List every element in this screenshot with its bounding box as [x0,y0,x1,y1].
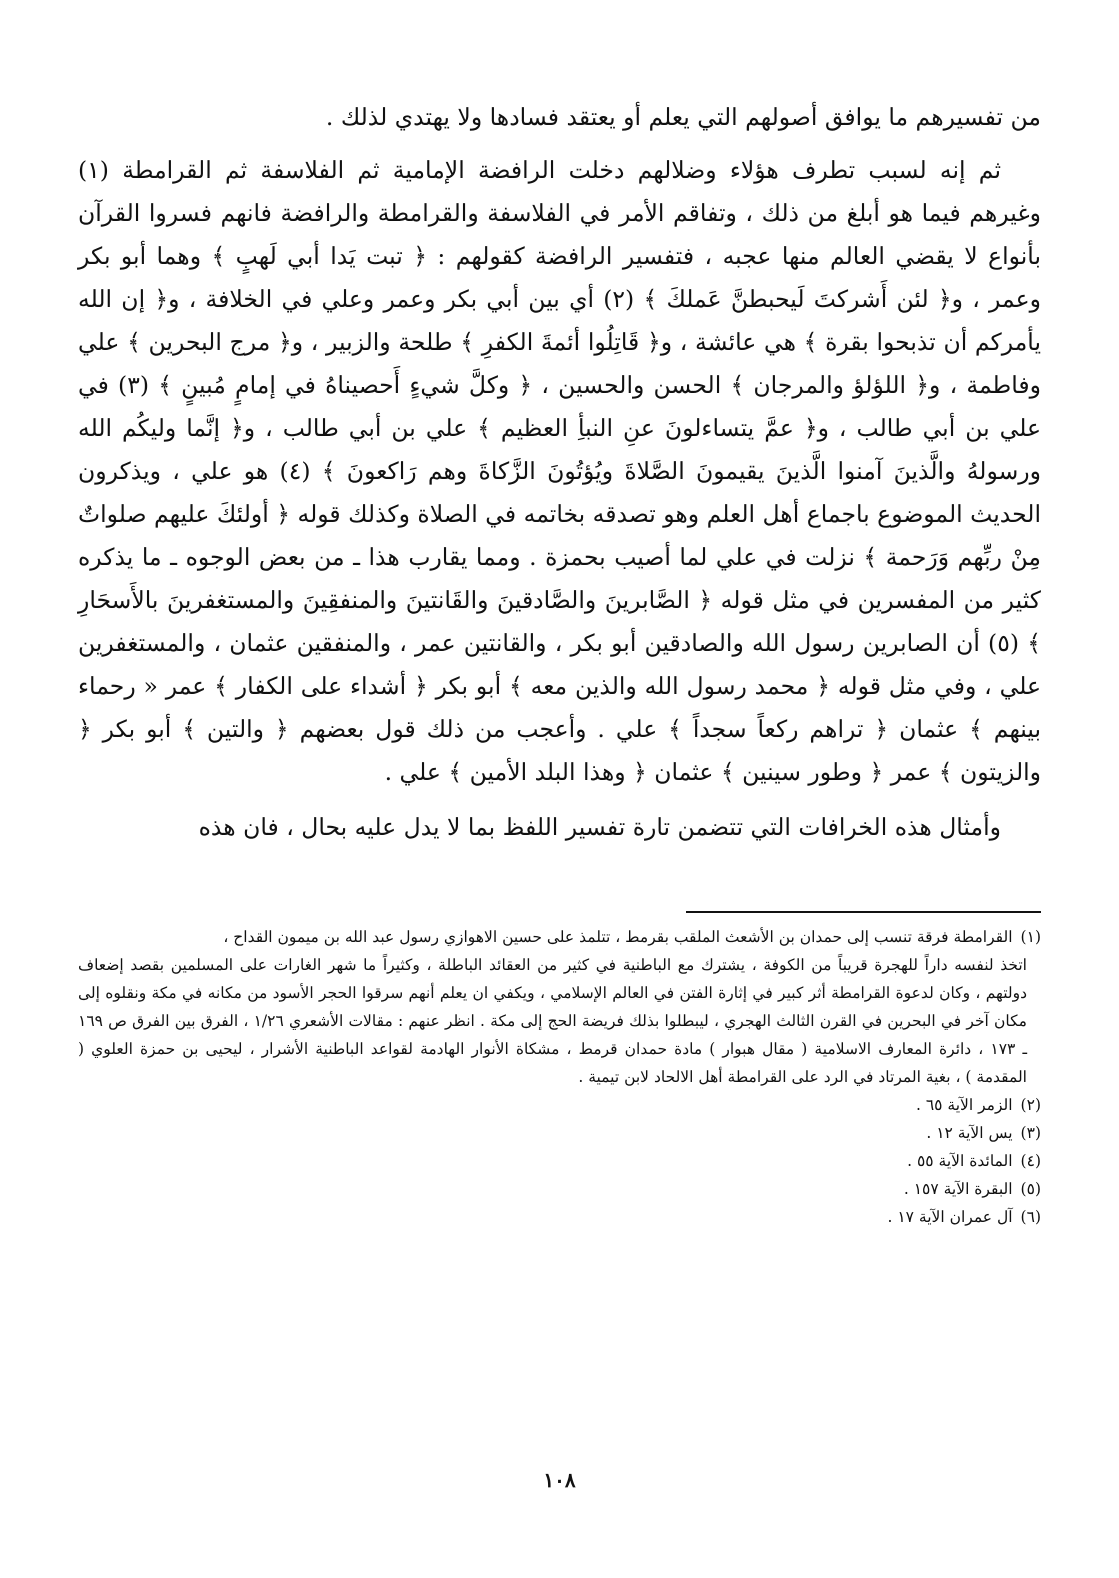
footnote-1 [78,923,1041,951]
footnote-number: (٤) [1020,1152,1041,1170]
footnote-number: (٥) [1020,1180,1041,1198]
footnote-6 [78,1203,1041,1231]
footnote-5 [78,1175,1041,1203]
page-number: ١٠٨ [543,1468,576,1492]
paragraph-2: ثم إنه لسبب تطرف هؤلاء وضلالهم دخلت الرافضة الإمامية ثم الفلاسفة ثم القرامطة (١) وغيرهم فيما هو أبلغ من ذلك ، وتفاقم الأمر في الفلاسفة والقرامطة والرافضة فانهم فسروا القرآن بأنواع لا يقضي العالم منها عجبه ، فتفسير الرافضة كقولهم : ﴿ تبت يَدا أبي لَهبٍ ﴾ وهما أبو بكر وعمر ، و﴿ لئن أَشركتَ لَيحبطنَّ عَملكَ ﴾ (٢) أي بين أبي بكر وعمر وعلي في الخلافة ، و﴿ إن الله يأمركم أن تذبحوا بقرة ﴾ هي عائشة ، و﴿ قَاتِلُوا أئمةَ الكفرِ ﴾ طلحة والزبير ، و﴿ مرج البحرين ﴾ علي وفاطمة ، و﴿ اللؤلؤ والمرجان ﴾ الحسن والحسين ، ﴿ وكلَّ شيءٍ أَحصيناهُ في إمامٍ مُبينٍ ﴾ (٣) في علي بن أبي طالب ، و﴿ عمَّ يتساءلونَ عنِ النبأِ العظيم ﴾ علي بن أبي طالب ، و﴿ إنَّما وليكُم الله ورسولهُ والَّذينَ آمنوا الَّذينَ يقيمونَ الصَّلاةَ ويُؤتُونَ الزَّكاةَ وهم رَاكعونَ ﴾ (٤) هو علي ، ويذكرون الحديث الموضوع باجماع أهل العلم وهو تصدقه بخاتمه في الصلاة وكذلك قوله ﴿ أولئكَ عليهم صلواتٌ مِنْ ربِّهم وَرَحمة ﴾ نزلت في علي لما أصيب بحمزة . ومما يقارب هذا ـ من بعض الوجوه ـ ما يذكره كثير من المفسرين في مثل قوله ﴿ الصَّابرينَ والصَّادقينَ والقَانتينَ والمنفقِينَ والمستغفرينَ بالأَسحَارِ ﴾ (٥) أن الصابرين رسول الله والصادقين أبو بكر ، والقانتين عمر ، والمنفقين عثمان ، والمستغفرين علي ، وفي مثل قوله ﴿ محمد رسول الله والذين معه ﴾ أبو بكر ﴿ أشداء على الكفار ﴾ عمر « رحماء بينهم ﴾ عثمان ﴿ تراهم ركعاً سجداً ﴾ علي . وأعجب من ذلك قول بعضهم ﴿ والتين ﴾ أبو بكر ﴿ والزيتون ﴾ عمر ﴿ وطور سينين ﴾ عثمان ﴿ وهذا البلد الأمين ﴾ علي . [78,156,1042,786]
footnote-text: المائدة الآية ٥٥ . [907,1152,1013,1170]
footnote-number: (٦) [1020,1208,1041,1226]
footnote-2 [78,1091,1041,1119]
paragraph-1: من تفسيرهم ما يوافق أصولهم التي يعلم أو يعتقد فسادها ولا يهتدي لذلك . [325,103,1041,131]
paragraph-3: وأمثال هذه الخرافات التي تتضمن تارة تفسير اللفظ بما لا يدل عليه بحال ، فان هذه [198,813,1001,841]
footnote-number: (٣) [1020,1124,1041,1142]
footnote-text: القرامطة فرقة تنسب إلى حمدان بن الأشعث الملقب بقرمط ، تتلمذ على حسين الاهوازي رسول عبد الله بن ميمون القداح ، [223,928,1013,946]
footnote-number: (٢) [1020,1096,1041,1114]
main-text [78,96,1041,849]
footnote-text: يس الآية ١٢ . [926,1124,1013,1142]
footnote-text: الزمر الآية ٦٥ . [915,1096,1013,1114]
footnote-divider [686,911,1041,913]
page-body [78,96,1041,1231]
footnote-4 [78,1147,1041,1175]
footnotes [78,923,1041,1231]
footnote-number: (١) [1020,928,1041,946]
footnote-1-continuation: اتخذ لنفسه داراً للهجرة قريباً من الكوفة ، يشترك مع الباطنية في كثير من العقائد الباطلة ، وكثيراً ما شهر الغارات على المسلمين بقصد إضعاف دولتهم ، وكان لدعوة القرامطة أثر كبير في إثارة الفتن في العالم الإسلامي ، ويكفي ان يعلم أنهم سرقوا الحجر الأسود من مكانه في مكة ونقلوه إلى مكان آخر في البحرين في القرن الثالث الهجري ، ليبطلوا بذلك فريضة الحج إلى مكة . انظر عنهم : مقالات الأشعري ١/٢٦ ، الفرق بين الفرق ص ١٦٩ ـ ١٧٣ ، دائرة المعارف الاسلامية ( مقال هبوار ) مادة حمدان قرمط ، مشكاة الأنوار الهادمة لقواعد الباطنية الأشرار ، ليحيى بن حمزة العلوي ( المقدمة ) ، بغية المرتاد في الرد على القرامطة أهل الالحاد لابن تيمية . [78,956,1027,1086]
footnote-text: البقرة الآية ١٥٧ . [903,1180,1013,1198]
footnote-text: آل عمران الآية ١٧ . [887,1208,1013,1226]
footnote-3 [78,1119,1041,1147]
